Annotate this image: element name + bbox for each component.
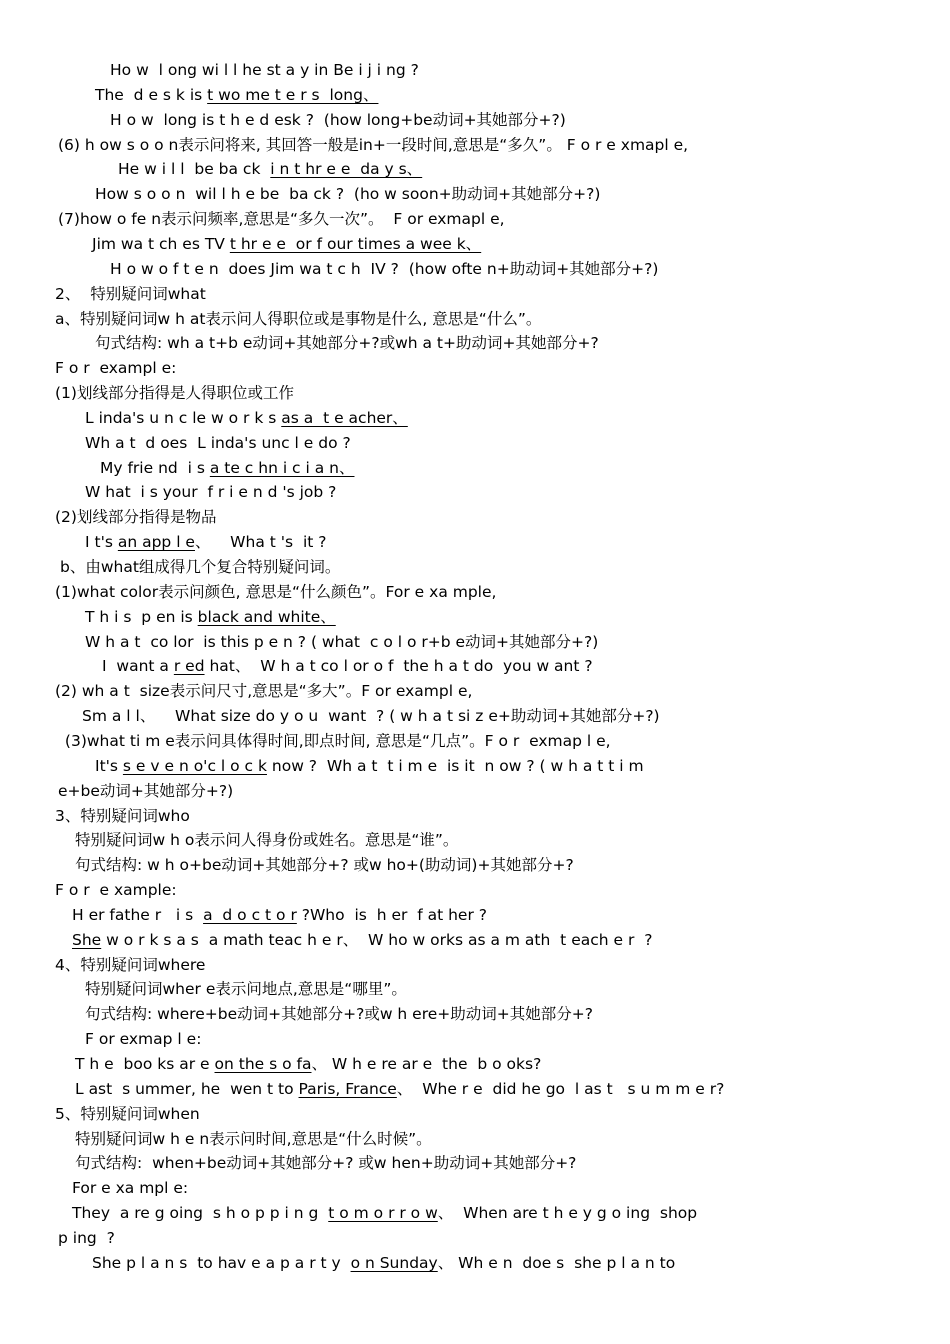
text-line xyxy=(55,580,496,605)
text-segment: L ast s ummer, he wen t to xyxy=(75,1079,299,1098)
text-segment: Ho w l ong wi l l he st a y in Be i j i ng ? xyxy=(110,61,419,79)
text-segment: w o r k s a s a math teac h e r、 W ho w orks as a m ath t each e r ? xyxy=(101,930,653,949)
text-line xyxy=(55,282,206,307)
text-segment: He w i l l be ba ck xyxy=(118,160,271,179)
text-line xyxy=(85,431,351,456)
text-segment: F or exmap l e: xyxy=(85,1030,202,1049)
underlined-answer: a te c hn i c i a n、 xyxy=(209,458,355,477)
text-line xyxy=(118,157,422,182)
text-line xyxy=(110,58,419,83)
text-line xyxy=(85,480,336,505)
underlined-answer: i n t hr e e da y s、 xyxy=(270,160,423,179)
text-segment: (2) wh a t size表示问尺寸,意思是“多大”。F or exampl e, xyxy=(55,682,473,701)
text-segment: (7)how o fe n表示问频率,意思是“多久一次”。 F or exmapl e, xyxy=(58,210,505,229)
text-line xyxy=(92,232,481,257)
text-segment: 句式结构: wh a t+b e动词+其她部分+?或wh a t+助动词+其她部分+? xyxy=(95,334,599,353)
underlined-answer: as a t e acher、 xyxy=(281,408,408,427)
underlined-answer: t wo me t e r s long、 xyxy=(207,85,379,104)
text-line xyxy=(72,928,652,953)
text-line xyxy=(95,331,599,356)
underlined-answer: Paris, France xyxy=(298,1079,397,1098)
text-segment: hat、 W h a t co l or o f the h a t do you w ant ? xyxy=(204,657,593,676)
text-line xyxy=(75,1151,576,1176)
text-segment: They a re g oing s h o p p i n g xyxy=(72,1204,329,1223)
text-segment: 特别疑问词w h o表示问人得身份或姓名。意思是“谁”。 xyxy=(75,831,459,850)
text-line xyxy=(102,654,593,679)
text-line xyxy=(60,555,340,580)
underlined-answer: a d o c t o r xyxy=(203,905,297,924)
text-segment: Wh a t d oes L inda's unc l e do ? xyxy=(85,433,351,452)
text-segment: 句式结构: when+be动词+其她部分+? 或w hen+助动词+其她部分+? xyxy=(75,1154,577,1173)
underlined-answer: She xyxy=(72,930,102,949)
text-segment: 5、特别疑问词when xyxy=(55,1104,200,1123)
text-line xyxy=(60,729,611,754)
text-segment: b、由what组成得几个复合特别疑问词。 xyxy=(60,558,341,576)
text-segment: The d e s k is xyxy=(95,85,208,104)
text-segment: My frie nd i s xyxy=(100,458,210,477)
text-line xyxy=(75,1077,724,1102)
text-segment: 特别疑问词wher e表示问地点,意思是“哪里”。 xyxy=(85,980,407,999)
text-line xyxy=(95,182,600,207)
text-segment: 、 When are t h e y g o ing shop xyxy=(437,1204,698,1223)
underlined-answer: t hr e e or f our times a wee k、 xyxy=(229,234,482,253)
text-segment: W hat i s your f r i e n d 's job ? xyxy=(85,483,337,502)
text-line xyxy=(85,530,326,555)
text-segment: H o w o f t e n does Jim wa t c h IV ? (how ofte n+助动词+其她部分+?) xyxy=(110,259,659,278)
text-segment: 、 W h e re ar e the b o oks? xyxy=(311,1055,542,1073)
text-line xyxy=(75,1052,541,1077)
text-segment: 、 Wh e n doe s she p l a n to xyxy=(437,1253,676,1272)
text-line xyxy=(55,878,177,903)
text-line xyxy=(92,1251,675,1276)
text-segment: (3)what ti m e表示问具体得时间,即点时间, 意思是“几点”。F o r exmap l e, xyxy=(60,731,611,750)
text-segment: p ing ? xyxy=(58,1228,115,1247)
text-segment: 句式结构: w h o+be动词+其她部分+? 或w ho+(助动词)+其她部分+? xyxy=(75,856,574,875)
text-line xyxy=(75,853,574,878)
text-segment: 、 Whe r e did he go l as t s u m m e r? xyxy=(396,1079,725,1098)
text-segment: How s o o n wil l h e be ba ck ? (ho w soon+助动词+其她部分+?) xyxy=(95,185,601,204)
text-line xyxy=(85,1027,201,1052)
text-segment: H o w long is t h e d esk ? (how long+be动词+其她部分+?) xyxy=(110,110,566,129)
text-line xyxy=(75,828,458,853)
text-segment: now ? Wh a t t i m e is it n ow ? ( w h a t t i m xyxy=(266,756,644,775)
underlined-answer: r ed xyxy=(173,657,205,676)
text-line xyxy=(58,207,505,232)
underlined-answer: s e v e n o'c l o c k xyxy=(122,756,267,775)
text-line xyxy=(72,903,487,928)
underlined-answer: o n Sunday xyxy=(350,1253,438,1272)
text-line xyxy=(72,1201,697,1226)
text-line xyxy=(85,630,598,655)
underlined-answer: on the s o fa xyxy=(214,1055,312,1073)
text-line xyxy=(100,456,354,481)
text-segment: (2)划线部分指得是物品 xyxy=(55,508,217,527)
text-segment: For e xa mpl e: xyxy=(72,1179,189,1198)
text-segment: ?Who is h er f at her ? xyxy=(296,905,487,924)
text-line xyxy=(85,605,336,630)
text-line xyxy=(75,1127,432,1152)
text-segment: W h a t co lor is this p e n ? ( what c o l o r+b e动词+其她部分+?) xyxy=(85,632,599,651)
text-line xyxy=(85,406,408,431)
underlined-answer: black and white、 xyxy=(197,607,336,626)
text-segment: (1)划线部分指得是人得职位或工作 xyxy=(55,384,294,403)
text-line xyxy=(55,381,294,406)
text-segment: T h e boo ks ar e xyxy=(75,1055,215,1073)
text-segment: Jim wa t ch es TV xyxy=(92,234,230,253)
text-line xyxy=(55,804,190,829)
text-line xyxy=(72,1176,188,1201)
text-segment: Sm a l l、 What size do y o u want ? ( w h a t si z e+助动词+其她部分+?) xyxy=(82,707,660,726)
text-line xyxy=(55,505,216,530)
text-segment: T h i s p en is xyxy=(85,607,198,626)
text-segment: F o r exampl e: xyxy=(55,359,177,378)
text-line xyxy=(58,779,233,804)
text-segment: a、特别疑问词w h at表示问人得职位或是事物是什么, 意思是“什么”。 xyxy=(55,309,542,328)
text-segment: It's xyxy=(95,756,123,775)
text-line xyxy=(110,108,566,133)
text-segment: F o r e xample: xyxy=(55,881,177,900)
text-segment: 、 Wha t 's it ? xyxy=(194,533,327,552)
text-line xyxy=(55,307,541,332)
text-segment: (1)what color表示问颜色, 意思是“什么颜色”。For e xa mple, xyxy=(55,582,497,601)
text-segment: I t's xyxy=(85,533,118,552)
text-line xyxy=(95,83,378,108)
text-line xyxy=(58,1226,115,1251)
text-segment: H er fathe r i s xyxy=(72,905,204,924)
text-line xyxy=(85,1002,593,1027)
text-line xyxy=(95,754,644,779)
text-line xyxy=(82,704,660,729)
text-segment: 特别疑问词w h e n表示问时间,意思是“什么时候”。 xyxy=(75,1129,432,1148)
text-segment: She p l a n s to hav e a p a r t y xyxy=(92,1253,351,1272)
text-segment: e+be动词+其她部分+?) xyxy=(58,781,234,800)
text-segment: 4、特别疑问词where xyxy=(55,955,206,974)
text-line xyxy=(55,356,176,381)
text-line xyxy=(55,679,472,704)
underlined-answer: t o m o r r o w xyxy=(328,1204,438,1223)
text-segment: 3、特别疑问词who xyxy=(55,806,190,825)
text-segment: I want a xyxy=(102,657,174,676)
text-segment: L inda's u n c le w o r k s xyxy=(85,408,282,427)
text-line xyxy=(55,953,205,978)
text-line xyxy=(85,977,407,1002)
text-segment: 句式结构: where+be动词+其她部分+?或w h ere+助动词+其她部分+? xyxy=(85,1005,593,1024)
text-segment: 2、 特别疑问词what xyxy=(55,284,206,303)
underlined-answer: an app l e xyxy=(117,533,195,552)
text-segment: (6) h ow s o o n表示问将来, 其回答一般是in+一段时间,意思是“多久”。 F o r e xmapl e, xyxy=(58,135,689,154)
text-line xyxy=(110,257,658,282)
text-line xyxy=(55,1102,200,1127)
text-line xyxy=(58,133,688,158)
